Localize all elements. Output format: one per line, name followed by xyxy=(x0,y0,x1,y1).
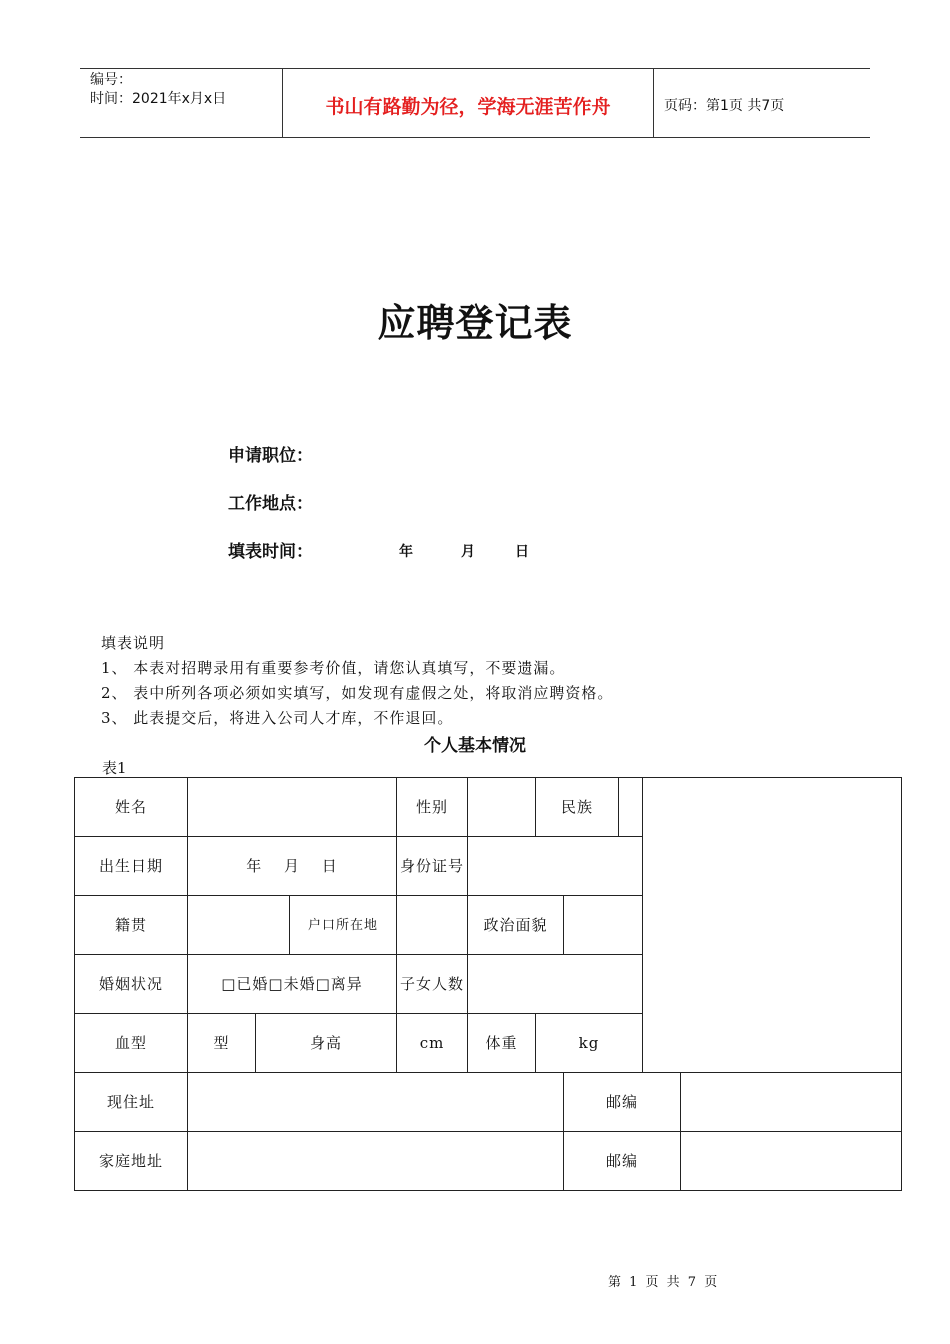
name-label: 姓名 xyxy=(75,778,188,837)
current-address-input[interactable] xyxy=(188,1073,564,1132)
marital-status-label: 婚姻状况 xyxy=(75,955,188,1014)
header-meta xyxy=(80,69,282,137)
native-place-label: 籍贯 xyxy=(75,896,188,955)
fill-date-label: 填表时间： xyxy=(228,542,313,562)
home-postcode-label: 邮编 xyxy=(564,1132,681,1191)
political-status-input[interactable] xyxy=(564,896,643,955)
gender-input[interactable] xyxy=(468,778,536,837)
page-footer: 第 1 页 共 7 页 xyxy=(608,1275,718,1290)
home-address-input[interactable] xyxy=(188,1132,564,1191)
instruction-item: 2、 表中所列各项必须如实填写，如发现有虚假之处，将取消应聘资格。 xyxy=(101,684,614,702)
children-label: 子女人数 xyxy=(397,955,468,1014)
height-input[interactable]: cm xyxy=(397,1014,468,1073)
ethnicity-label: 民族 xyxy=(536,778,619,837)
personal-info-table xyxy=(74,777,902,1191)
marital-status-options[interactable]: □已婚□未婚□离异 xyxy=(188,955,397,1014)
table-label: 表1 xyxy=(102,759,127,777)
time-label: 时间：2021年x月x日 xyxy=(90,91,227,107)
instruction-item: 1、 本表对招聘录用有重要参考价值，请您认真填写，不要遗漏。 xyxy=(101,659,566,677)
location-field-label: 工作地点： xyxy=(228,494,313,514)
blood-type-input[interactable]: 型 xyxy=(188,1014,256,1073)
table-row xyxy=(75,778,902,837)
weight-label: 体重 xyxy=(468,1014,536,1073)
document-title: 应聘登记表 xyxy=(377,301,573,345)
serial-label: 编号： xyxy=(90,72,132,88)
children-input[interactable] xyxy=(468,955,643,1014)
home-postcode-input[interactable] xyxy=(681,1132,902,1191)
instructions xyxy=(101,631,613,731)
ethnicity-input[interactable] xyxy=(619,778,643,837)
instruction-item: 3、 此表提交后，将进入公司人才库，不作退回。 xyxy=(101,709,454,727)
birth-date-input[interactable]: 年 月 日 xyxy=(188,837,397,896)
native-place-input[interactable] xyxy=(188,896,290,955)
postcode-input[interactable] xyxy=(681,1073,902,1132)
page-header xyxy=(80,68,870,138)
position-field-label: 申请职位： xyxy=(228,446,313,466)
id-card-label: 身份证号 xyxy=(397,837,468,896)
fill-date-day: 日 xyxy=(515,544,529,560)
weight-input[interactable]: kg xyxy=(536,1014,643,1073)
photo-box[interactable] xyxy=(643,778,902,1073)
hukou-label: 户口所在地 xyxy=(290,896,397,955)
fill-date-month: 月 xyxy=(461,544,475,560)
name-input[interactable] xyxy=(188,778,397,837)
gender-label: 性别 xyxy=(397,778,468,837)
header-motto: 书山有路勤为径，学海无涯苦作舟 xyxy=(282,69,654,137)
current-address-label: 现住址 xyxy=(75,1073,188,1132)
home-address-label: 家庭地址 xyxy=(75,1132,188,1191)
blood-type-label: 血型 xyxy=(75,1014,188,1073)
postcode-label: 邮编 xyxy=(564,1073,681,1132)
fill-date-year: 年 xyxy=(399,544,413,560)
political-status-label: 政治面貌 xyxy=(468,896,564,955)
header-page-info: 页码：第1页 共7页 xyxy=(664,98,785,114)
hukou-input[interactable] xyxy=(397,896,468,955)
section-title: 个人基本情况 xyxy=(424,736,526,756)
instructions-heading: 填表说明 xyxy=(101,634,166,652)
height-label: 身高 xyxy=(256,1014,397,1073)
birth-date-label: 出生日期 xyxy=(75,837,188,896)
table-row xyxy=(75,1073,902,1132)
table-row xyxy=(75,1132,902,1191)
id-card-input[interactable] xyxy=(468,837,643,896)
